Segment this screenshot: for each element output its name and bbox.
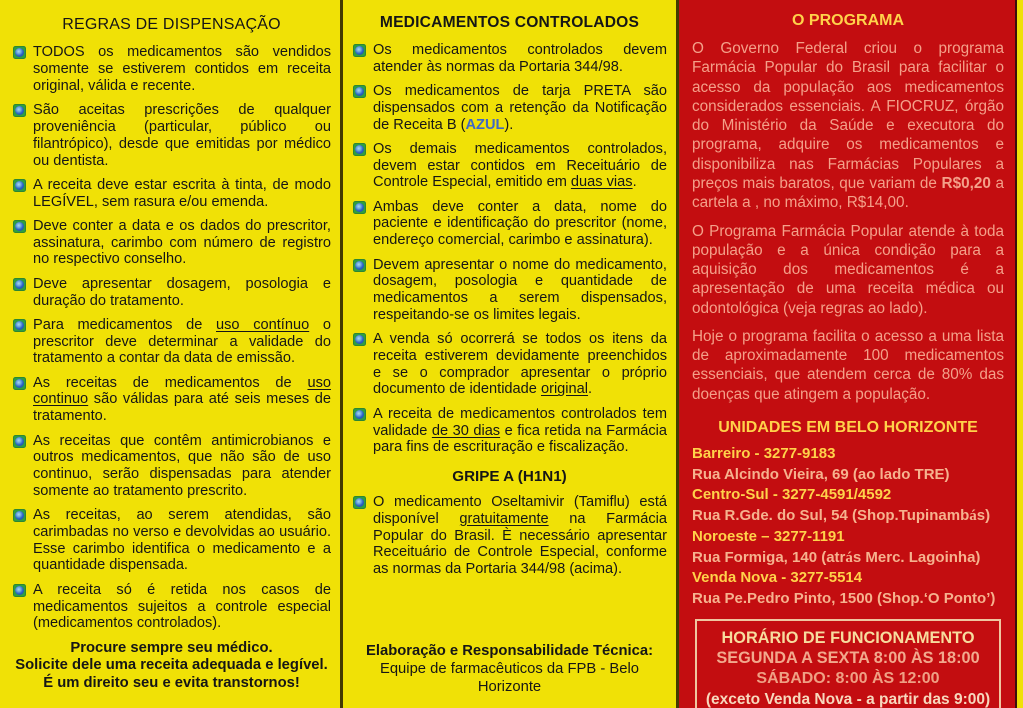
column-o-programa (679, 0, 1017, 708)
brazil-flag-bullet-icon (13, 377, 26, 390)
brazil-flag-bullet-icon (13, 584, 26, 597)
brazil-flag-bullet-icon (353, 201, 366, 214)
bullet-text: Para medicamentos de uso contínuo o prescritor deve determinar a validade do tratamento a contar da data de emissão. (33, 316, 331, 367)
bullet-item (352, 83, 667, 133)
gripe-bullet-list (352, 494, 667, 585)
horario-line: (exceto Venda Nova - a partir das 9:00) (705, 690, 991, 708)
unit-address: Rua R.Gde. do Sul, 54 (Shop.Tupinambás) (692, 507, 991, 525)
bullet-item (12, 433, 331, 500)
styled-text: duas vias (570, 174, 633, 191)
unit-address: Rua Pe.Pedro Pinto, 1500 (Shop.‘O Ponto’) (692, 589, 996, 607)
brazil-flag-bullet-icon (353, 333, 366, 346)
programa-paragraph: O Governo Federal criou o programa Farmácia Popular do Brasil para facilitar o acesso da população aos medicamentos considerados essenciais. A FIOCRUZ, órgão do Ministério da Saúde e executora do programa, adquire os medicamentos e disponibiliza nas Farmácias Populares a preços mais baratos, que variam de R$0,20 a cartela a , no máximo, R$14,00. (692, 40, 1004, 212)
styled-text: uso contínuo (216, 316, 310, 333)
brazil-flag-bullet-icon (13, 435, 26, 448)
bullet-text: São aceitas prescrições de qualquer proveniência (particular, público ou filantrópico), desde que emitidas por médico ou dentista. (33, 102, 331, 169)
bullet-item (12, 582, 331, 632)
styled-text: AZUL (465, 116, 505, 133)
bullet-item (352, 42, 667, 76)
bullet-text: As receitas, ao serem atendidas, são carimbadas no verso e devolvidas ao usuário. Esse carimbo identifica o medicamento e a quantidade dispensada. (33, 507, 331, 574)
bullet-item (12, 317, 331, 367)
bullet-item (12, 177, 331, 211)
regras-footer (12, 640, 331, 693)
regras-title: REGRAS DE DISPENSAÇÃO (62, 16, 281, 33)
brazil-flag-bullet-icon (353, 44, 366, 57)
brazil-flag-bullet-icon (13, 104, 26, 117)
styled-text: R$0,20 (941, 175, 991, 193)
brazil-flag-bullet-icon (13, 220, 26, 233)
regras-bullet-list (12, 44, 331, 632)
unit-address: Rua Formiga, 140 (atrás Merc. Lagoinha) (692, 548, 981, 566)
bullet-item (12, 276, 331, 310)
column-medicamentos-controlados (343, 0, 679, 708)
bullet-text: Deve conter a data e os dados do prescritor, assinatura, carimbo com número de registro no respectivo conselho. (33, 217, 331, 268)
bullet-text: Os medicamentos de tarja PRETA são dispensados com a retenção da Notificação de Receita B (AZUL). (373, 82, 667, 133)
elaboracao-footer (352, 642, 667, 702)
brazil-flag-bullet-icon (353, 408, 366, 421)
programa-paragraph: Hoje o programa facilita o acesso a uma lista de aproximadamente 100 medicamentos essenciais, que atendem cerca de 80% das doenças que atingem a população. (692, 327, 1004, 403)
brazil-flag-bullet-icon (13, 509, 26, 522)
elaboracao-title: Elaboração e Responsabilidade Técnica: (366, 642, 653, 659)
brazil-flag-bullet-icon (13, 319, 26, 332)
unit-name: Centro-Sul - 3277-4591/4592 (692, 486, 892, 504)
horario-lines (701, 648, 995, 708)
bullet-item (12, 218, 331, 268)
brazil-flag-bullet-icon (13, 278, 26, 291)
styled-text: á (845, 549, 853, 566)
horario-line: SEGUNDA A SEXTA 8:00 ÀS 18:00 (716, 648, 980, 667)
unidades-title: UNIDADES EM BELO HORIZONTE (718, 418, 978, 436)
bullet-text: As receitas de medicamentos de uso continuo são válidas para até seis meses de tratamento. (33, 374, 331, 425)
bullet-item (12, 102, 331, 169)
programa-paragraph: O Programa Farmácia Popular atende à toda população e a única condição para a aquisição dos medicamentos é a apresentação de uma receita médica ou odontológica (veja regras ao lado). (692, 222, 1004, 317)
bullet-text: Os demais medicamentos controlados, devem estar contidos em Receituário de Controle Especial, emitido em duas vias. (373, 140, 667, 191)
bullet-text: O medicamento Oseltamivir (Tamiflu) está disponível gratuitamente na Farmácia Popular do Brasil. È necessário apresentar Receituário de Controle Especial, conforme as normas da Portaria 344/98 (acima). (373, 494, 667, 578)
bullet-text: A receita só é retida nos casos de medicamentos sujeitos a controle especial (medicamentos controlados). (33, 581, 331, 632)
bullet-text: A venda só ocorrerá se todos os itens da receita estiverem devidamente preenchidos e se o comprador apresentar o próprio documento de identidade original. (373, 331, 667, 398)
bullet-item (352, 494, 667, 578)
gripe-title: GRIPE A (H1N1) (452, 467, 567, 485)
medicamentos-bullet-list (352, 42, 667, 464)
medicamentos-title: MEDICAMENTOS CONTROLADOS (379, 14, 640, 31)
brazil-flag-bullet-icon (353, 496, 366, 509)
bullet-item (352, 331, 667, 398)
programa-paragraphs (692, 39, 1004, 413)
bullet-item (352, 199, 667, 249)
brazil-flag-bullet-icon (353, 143, 366, 156)
footer-line: Procure sempre seu médico. (70, 639, 273, 656)
unit-address: Rua Alcindo Vieira, 69 (ao lado TRE) (692, 465, 950, 483)
unit-name: Barreiro - 3277-9183 (692, 445, 836, 463)
unit-name: Venda Nova - 3277-5514 (692, 569, 863, 587)
column-regras-dispensacao (0, 0, 343, 708)
brazil-flag-bullet-icon (13, 179, 26, 192)
footer-line: Solicite dele uma receita adequada e legível. (15, 657, 328, 674)
bullet-text: As receitas que contêm antimicrobianos e outros medicamentos, que não são de uso continuo, serão dispensadas para atender somente ao tratamento prescrito. (33, 432, 331, 499)
brazil-flag-bullet-icon (13, 46, 26, 59)
page-edge-strip (1017, 0, 1023, 708)
bullet-item (12, 375, 331, 425)
bullet-item (352, 257, 667, 324)
styled-text: gratuitamente (459, 510, 549, 527)
brazil-flag-bullet-icon (353, 259, 366, 272)
bullet-text: Deve apresentar dosagem, posologia e duração do tratamento. (33, 275, 331, 309)
bullet-text: A receita de medicamentos controlados tem validade de 30 dias e fica retida na Farmácia para fins de escrituração e fiscalização. (373, 405, 667, 456)
styled-text: á (969, 508, 977, 525)
bullet-item (12, 44, 331, 94)
bullet-text: TODOS os medicamentos são vendidos somente se estiverem contidos em receita original, válida e recente. (33, 44, 331, 94)
elaboracao-team: Equipe de farmacêuticos da FPB - Belo Horizonte (379, 660, 640, 695)
bullet-item (352, 406, 667, 456)
brazil-flag-bullet-icon (353, 85, 366, 98)
bullet-item (352, 141, 667, 191)
bullet-text: Os medicamentos controlados devem atender às normas da Portaria 344/98. (373, 41, 667, 75)
styled-text: uso continuo (33, 374, 331, 408)
horario-title: HORÁRIO DE FUNCIONAMENTO (721, 628, 975, 647)
unit-name: Noroeste – 3277-1191 (692, 527, 845, 545)
units-list (692, 444, 1004, 610)
programa-title: O PROGRAMA (792, 12, 904, 29)
bullet-item (12, 507, 331, 574)
styled-text: de 30 dias (431, 422, 501, 439)
bullet-text: Devem apresentar o nome do medicamento, dosagem, posologia e quantidade de medicamentos a serem dispensados, respeitando-se os limites legais. (373, 256, 667, 323)
horario-line: SÁBADO: 8:00 ÀS 12:00 (756, 670, 940, 688)
bullet-text: Ambas deve conter a data, nome do paciente e identificação do prescritor (nome, endereço comercial, carimbo e assinatura). (373, 198, 667, 249)
bullet-text: A receita deve estar escrita à tinta, de modo LEGÍVEL, sem rasura e/ou emenda. (33, 176, 331, 210)
footer-line: É um direito seu e evita transtornos! (43, 675, 300, 692)
horario-box (695, 619, 1001, 708)
styled-text: original (540, 381, 589, 398)
